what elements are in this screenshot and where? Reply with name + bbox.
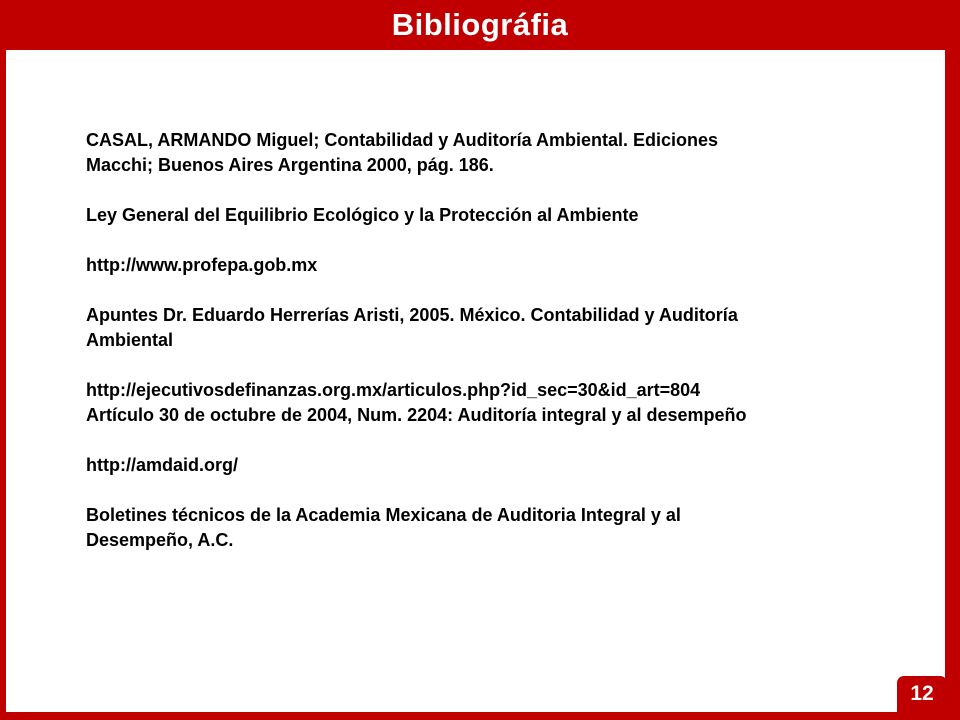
reference-item: Ley General del Equilibrio Ecológico y la Protección al Ambiente xyxy=(86,205,639,225)
reference-item: http://ejecutivosdefinanzas.org.mx/articulos.php?id_sec=30&id_art=804 Artículo 30 de octubre de 2004, Num. 2204: Auditoría integral y al desempeño xyxy=(86,380,747,425)
reference-link[interactable]: http://www.profepa.gob.mx xyxy=(86,255,318,275)
reference-link[interactable]: http://amdaid.org/ xyxy=(86,455,238,475)
reference-item: Apuntes Dr. Eduardo Herrerías Aristi, 2005. México. Contabilidad y Auditoría Ambiental xyxy=(86,305,738,350)
slide-title: Bibliográfia xyxy=(391,7,569,42)
content-panel xyxy=(6,50,945,712)
reference-item: Boletines técnicos de la Academia Mexicana de Auditoria Integral y al Desempeño, A.C. xyxy=(86,505,681,550)
reference-list xyxy=(86,128,906,578)
page-number: 12 xyxy=(897,676,947,712)
reference-item: CASAL, ARMANDO Miguel; Contabilidad y Auditoría Ambiental. Ediciones Macchi; Buenos Aires Argentina 2000, pág. 186. xyxy=(86,130,719,175)
